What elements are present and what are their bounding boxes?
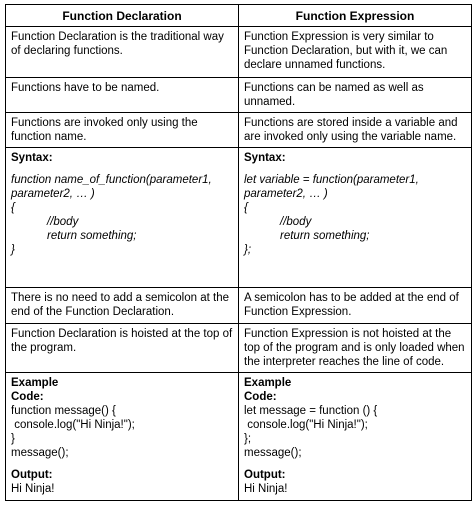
syntax-cell-declaration: [6, 148, 239, 288]
syntax-cell-expression: [239, 148, 472, 288]
code-line: let message = function () {: [244, 405, 378, 417]
code-line: let variable = function(parameter1,: [244, 174, 419, 186]
code-line: console.log("Hi Ninja!");: [11, 419, 135, 431]
header-row: [6, 5, 472, 27]
table-row: [6, 27, 472, 78]
code-line: {: [244, 202, 248, 214]
table-row: [6, 288, 472, 324]
code-line: //body: [280, 216, 312, 228]
table-cell: Function Declaration is the traditional way of declaring functions.: [6, 27, 239, 78]
code-label: Code:: [244, 391, 277, 403]
syntax-title: Syntax:: [11, 152, 53, 164]
code-line: return something;: [47, 230, 137, 242]
code-label: Code:: [11, 391, 44, 403]
code-line: }: [11, 433, 15, 445]
table-cell: There is no need to add a semicolon at the end of the Function Declaration.: [6, 288, 239, 324]
example-cell-declaration: [6, 373, 239, 501]
code-line: function message() {: [11, 405, 116, 417]
table-cell: Functions are stored inside a variable and are invoked only using the variable name.: [239, 113, 472, 148]
code-line: };: [244, 244, 252, 256]
table-cell: Functions have to be named.: [6, 78, 239, 113]
code-line: }: [11, 244, 15, 256]
code-line: };: [244, 433, 252, 445]
code-line: message();: [244, 447, 302, 459]
table-row: [6, 113, 472, 148]
output-value: Hi Ninja!: [11, 483, 55, 495]
example-row: [6, 373, 472, 501]
header-function-declaration: Function Declaration: [6, 5, 239, 27]
table-cell: Function Expression is very similar to Function Declaration, but with it, we can declare unnamed functions.: [239, 27, 472, 78]
syntax-row: [6, 148, 472, 288]
code-line: parameter2, … ): [244, 188, 328, 200]
table-row: [6, 324, 472, 373]
code-line: function name_of_function(parameter1,: [11, 174, 212, 186]
code-line: return something;: [280, 230, 370, 242]
table-cell: Function Expression is not hoisted at the top of the program and is only loaded when the interpreter reaches the line of code.: [239, 324, 472, 373]
table-cell: A semicolon has to be added at the end of Function Expression.: [239, 288, 472, 324]
table-row: [6, 78, 472, 113]
example-label: Example: [244, 377, 292, 389]
code-line: console.log("Hi Ninja!");: [244, 419, 368, 431]
example-cell-expression: [239, 373, 472, 501]
table-cell: Function Declaration is hoisted at the top of the program.: [6, 324, 239, 373]
code-line: //body: [47, 216, 79, 228]
syntax-title: Syntax:: [244, 152, 286, 164]
table-cell: Functions are invoked only using the function name.: [6, 113, 239, 148]
header-function-expression: Function Expression: [239, 5, 472, 27]
table-cell: Functions can be named as well as unnamed.: [239, 78, 472, 113]
output-value: Hi Ninja!: [244, 483, 288, 495]
output-label: Output:: [11, 469, 53, 481]
example-label: Example: [11, 377, 59, 389]
code-line: {: [11, 202, 15, 214]
comparison-table: [5, 4, 472, 501]
code-line: parameter2, … ): [11, 188, 95, 200]
output-label: Output:: [244, 469, 286, 481]
code-line: message();: [11, 447, 69, 459]
